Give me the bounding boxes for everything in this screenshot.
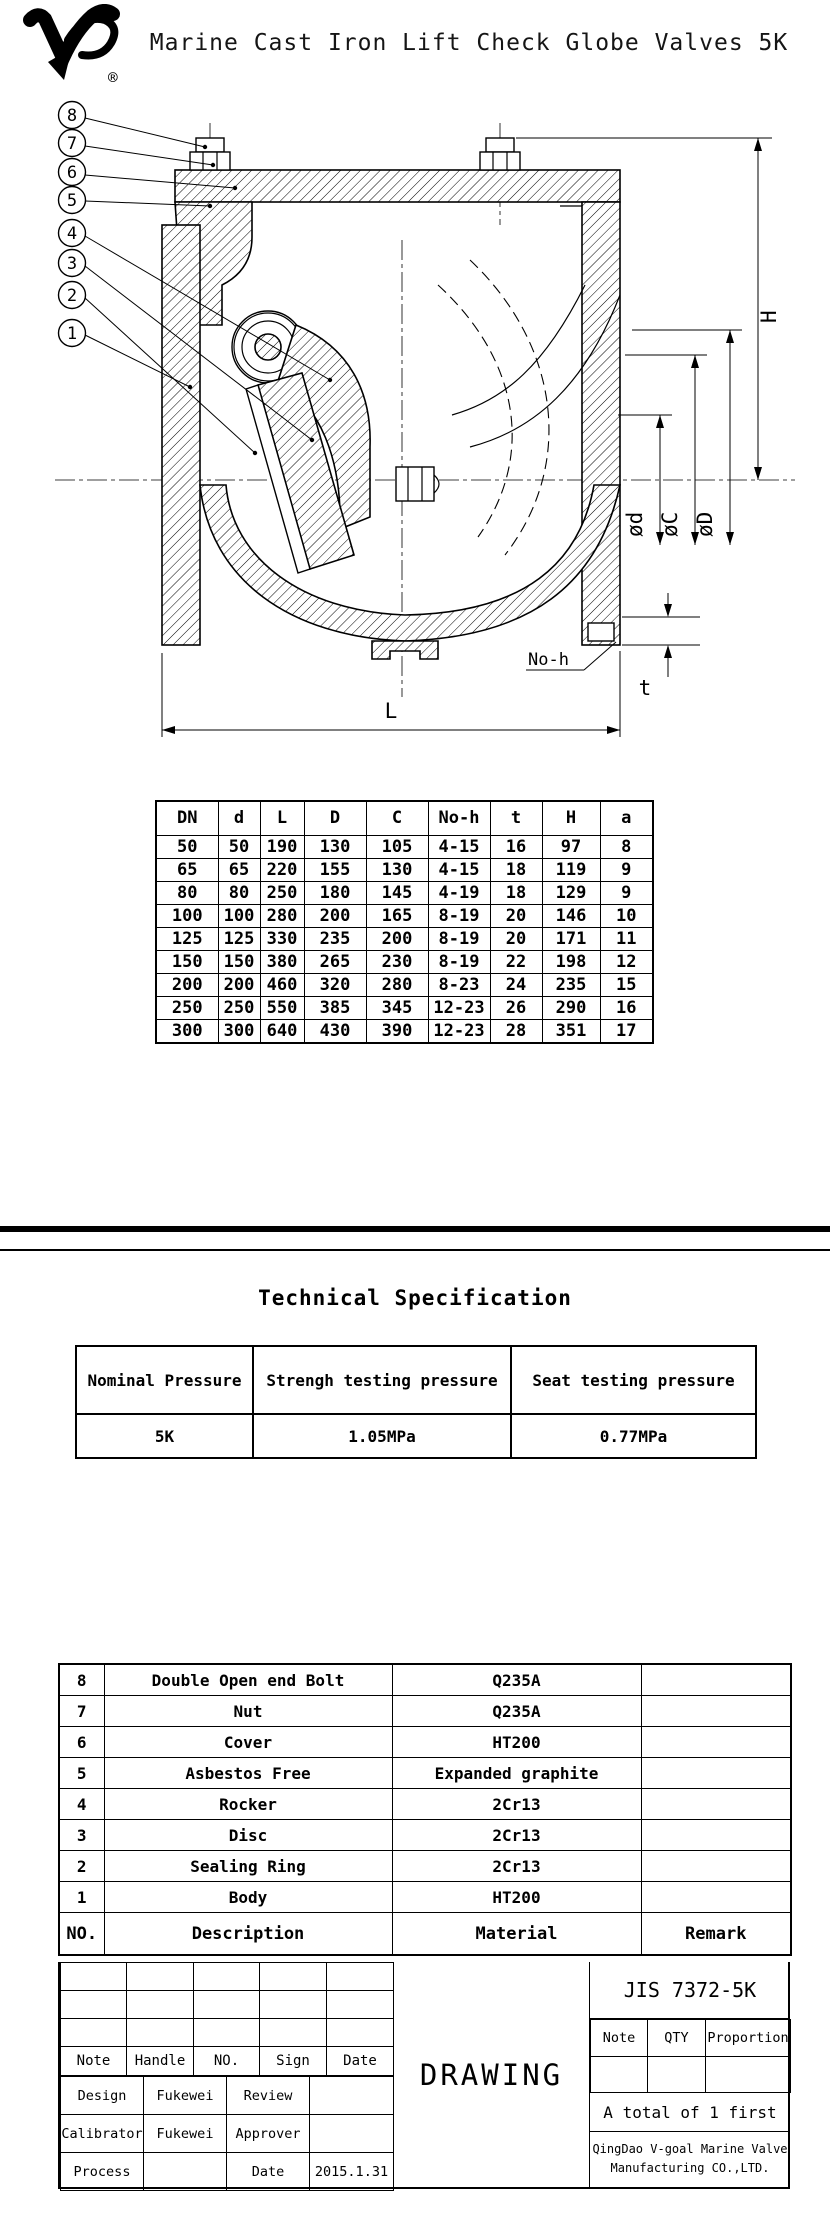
cell: Remark [641,1913,791,1956]
company-line-1: QingDao V-goal Marine Valve [592,2141,788,2156]
cell [144,2153,227,2191]
cell: 180 [304,882,366,905]
cell: 280 [366,974,428,997]
cell [61,1963,127,1991]
svg-text:øC: øC [658,511,682,537]
drawing-type-label: DRAWING [419,2057,564,2092]
cell: 230 [366,951,428,974]
callout-2 [59,282,258,456]
cell: Calibrator [61,2115,144,2153]
cell: 385 [304,997,366,1020]
cell: 28 [490,1020,542,1044]
svg-text:ød: ød [623,511,647,537]
cell [327,1963,394,1991]
svg-text:3: 3 [66,254,78,274]
cell: Seat testing pressure [511,1346,756,1414]
cell [706,2057,791,2093]
cell [641,1664,791,1696]
cell: 15 [600,974,653,997]
cell: 10 [600,905,653,928]
table-row [61,2153,394,2191]
cell: 235 [542,974,600,997]
cell: NO. [59,1913,104,1956]
cell: 200 [304,905,366,928]
cell: 11 [600,928,653,951]
cell: 130 [366,859,428,882]
cell: 100 [156,905,218,928]
cell: 4-19 [428,882,490,905]
cell: C [366,801,428,836]
cell [194,1963,260,1991]
cell [327,2019,394,2047]
standard-number: JIS 7372-5K [590,1962,790,2019]
cell [641,1789,791,1820]
table-row [59,1696,791,1727]
table-row [61,1963,394,1991]
cell: 155 [304,859,366,882]
svg-text:øD: øD [693,511,717,537]
cell: 12-23 [428,997,490,1020]
cell: 16 [600,997,653,1020]
table-row [59,1758,791,1789]
cell: D [304,801,366,836]
cell [327,1991,394,2019]
cell: 1 [59,1882,104,1913]
cell: 430 [304,1020,366,1044]
flange-bolt-hole [588,623,614,641]
cell: 50 [218,836,260,859]
section-divider-thick [0,1226,830,1232]
parts-list-table [58,1663,792,1956]
svg-text:H: H [757,310,781,323]
table-row [61,2077,394,2115]
title-block [58,1962,790,2189]
table-row [59,1664,791,1696]
approval-grid [60,2076,394,2191]
cell [641,1882,791,1913]
cell: 200 [366,928,428,951]
cell: 20 [490,928,542,951]
company-line-2: Manufacturing CO.,LTD. [610,2161,770,2175]
cell: Fukewei [144,2115,227,2153]
left-flange [162,225,200,645]
table-row [156,997,653,1020]
cell: No-h [428,801,490,836]
cell: 390 [366,1020,428,1044]
cell: 50 [156,836,218,859]
cover-plate [175,170,620,202]
cell [310,2077,394,2115]
cell [127,1991,194,2019]
svg-text:4: 4 [66,224,78,244]
cell: Fukewei [144,2077,227,2115]
cell [194,1991,260,2019]
cell: 2Cr13 [392,1820,641,1851]
valve-body [162,138,620,659]
cell: 8-23 [428,974,490,997]
cell: 7 [59,1696,104,1727]
signature-grid [60,1962,394,2076]
svg-text:7: 7 [66,134,78,154]
cell: 80 [218,882,260,905]
cell: 250 [260,882,304,905]
cell: QTY [648,2020,706,2057]
table-row [156,859,653,882]
cell: 198 [542,951,600,974]
section-divider-thin [0,1249,830,1251]
cell: 2Cr13 [392,1789,641,1820]
cell: 150 [218,951,260,974]
table-row [591,2057,791,2093]
table-row [156,882,653,905]
svg-text:1: 1 [66,324,78,344]
cell: 351 [542,1020,600,1044]
cell: 9 [600,859,653,882]
dimension-table [155,800,654,1044]
vgoal-logo-icon [20,4,128,88]
cell: 6 [59,1727,104,1758]
cell: 550 [260,997,304,1020]
cell: 235 [304,928,366,951]
table-row [76,1414,756,1458]
cell: Sign [260,2047,327,2076]
cell: 171 [542,928,600,951]
cell: 4 [59,1789,104,1820]
cell: 3 [59,1820,104,1851]
spec-section-title: Technical Specification [258,1286,572,1310]
table-row [61,1991,394,2019]
cell [641,1696,791,1727]
cell: 345 [366,997,428,1020]
cell: d [218,801,260,836]
cell [641,1727,791,1758]
cell: Date [227,2153,310,2191]
cell: a [600,801,653,836]
cell [194,2019,260,2047]
table-row [156,836,653,859]
table-header-row [76,1346,756,1414]
cell: t [490,801,542,836]
bolt-right [480,138,520,170]
cell: 12-23 [428,1020,490,1044]
cell [127,2019,194,2047]
right-flange [582,202,620,645]
cell: 24 [490,974,542,997]
cell: 129 [542,882,600,905]
table-row [59,1727,791,1758]
cell: 18 [490,882,542,905]
table-row [156,928,653,951]
table-row [156,905,653,928]
cell: Description [104,1913,392,1956]
cell: 22 [490,951,542,974]
cell: Disc [104,1820,392,1851]
cell: HT200 [392,1727,641,1758]
cell: 150 [156,951,218,974]
cell: Note [591,2020,648,2057]
cell [641,1820,791,1851]
cell: 220 [260,859,304,882]
cell: 8-19 [428,928,490,951]
cell: 125 [218,928,260,951]
table-header-row [156,801,653,836]
cell: 65 [156,859,218,882]
cell: 5 [59,1758,104,1789]
cell [648,2057,706,2093]
cell: L [260,801,304,836]
cell: DN [156,801,218,836]
cell: H [542,801,600,836]
cell: 9 [600,882,653,905]
cell: 280 [260,905,304,928]
cell: 26 [490,997,542,1020]
table-header-row [61,2047,394,2076]
cell [127,1963,194,1991]
cell: 16 [490,836,542,859]
cell [260,1991,327,2019]
cell: Rocker [104,1789,392,1820]
cell: Process [61,2153,144,2191]
cell: Date [327,2047,394,2076]
svg-text:6: 6 [66,163,78,183]
dim-t [622,593,700,700]
cell: 8 [59,1664,104,1696]
table-row [61,2115,394,2153]
table-row [59,1851,791,1882]
cell: Asbestos Free [104,1758,392,1789]
title-block-signatures [60,1962,393,2187]
qty-grid [590,2019,791,2093]
cell: Cover [104,1727,392,1758]
cell: 146 [542,905,600,928]
table-row [59,1820,791,1851]
cell: 8-19 [428,951,490,974]
cell: Body [104,1882,392,1913]
bolt-left [190,138,230,170]
cell: Material [392,1913,641,1956]
table-row [156,1020,653,1044]
cell: Design [61,2077,144,2115]
cell: Handle [127,2047,194,2076]
cell: Double Open end Bolt [104,1664,392,1696]
cell: 8 [600,836,653,859]
title-block-info [590,1962,790,2187]
svg-text:2: 2 [66,286,78,306]
cell: 165 [366,905,428,928]
table-row [59,1789,791,1820]
cell: Nut [104,1696,392,1727]
cell: Sealing Ring [104,1851,392,1882]
cell: Strengh testing pressure [253,1346,511,1414]
cell: 97 [542,836,600,859]
cell: NO. [194,2047,260,2076]
disc-nut [396,467,439,501]
svg-text:5: 5 [66,191,78,211]
cell: Note [61,2047,127,2076]
cell [310,2115,394,2153]
spec-table [75,1345,757,1459]
cell [591,2057,648,2093]
cell [260,2019,327,2047]
cell: 2 [59,1851,104,1882]
valve-section-drawing [0,85,830,745]
drawing-type-box [393,1962,590,2187]
registered-mark: ® [108,68,118,87]
cell: 100 [218,905,260,928]
cell: 300 [156,1020,218,1044]
cell [61,1991,127,2019]
cell: 200 [218,974,260,997]
cell: 119 [542,859,600,882]
cell: Q235A [392,1664,641,1696]
cell: 380 [260,951,304,974]
cell: HT200 [392,1882,641,1913]
company-name [590,2132,790,2186]
cell [260,1963,327,1991]
cell: 290 [542,997,600,1020]
cell: 80 [156,882,218,905]
cell: 4-15 [428,859,490,882]
callout-7 [59,130,216,168]
cell: 300 [218,1020,260,1044]
cell: 640 [260,1020,304,1044]
dim-bores [618,330,742,545]
table-row [61,2019,394,2047]
cell: 8-19 [428,905,490,928]
cell: 2015.1.31 [310,2153,394,2191]
cell: Proportion [706,2020,791,2057]
svg-text:L: L [384,699,398,723]
table-row [59,1882,791,1913]
cell: 20 [490,905,542,928]
cell: 105 [366,836,428,859]
table-row [156,951,653,974]
cell: 5K [76,1414,253,1458]
cell: 17 [600,1020,653,1044]
cell: 250 [218,997,260,1020]
cell: Expanded graphite [392,1758,641,1789]
cell: 320 [304,974,366,997]
cell: 330 [260,928,304,951]
cell: 130 [304,836,366,859]
no-h-label [526,642,616,670]
cell: 2Cr13 [392,1851,641,1882]
cell: 65 [218,859,260,882]
cell: 250 [156,997,218,1020]
cell: 18 [490,859,542,882]
cell [61,2019,127,2047]
cell: Q235A [392,1696,641,1727]
dimensions [162,138,781,737]
svg-text:No-h: No-h [528,650,569,670]
bottom-foot [372,641,438,659]
page-title: Marine Cast Iron Lift Check Globe Valves 5K [149,30,789,56]
cell [641,1851,791,1882]
body-bowl [200,485,620,641]
cell: 0.77MPa [511,1414,756,1458]
cell: 265 [304,951,366,974]
svg-text:t: t [638,676,652,700]
cell: 460 [260,974,304,997]
svg-text:8: 8 [66,106,78,126]
cell: 4-15 [428,836,490,859]
cell: 1.05MPa [253,1414,511,1458]
table-row [156,974,653,997]
cell: 200 [156,974,218,997]
cell: Review [227,2077,310,2115]
table-header-row [591,2020,791,2057]
cell: 12 [600,951,653,974]
cell: Approver [227,2115,310,2153]
cell [641,1758,791,1789]
sheet-total-label: A total of 1 first [590,2093,790,2132]
cell: Nominal Pressure [76,1346,253,1414]
cell: 125 [156,928,218,951]
cell: 145 [366,882,428,905]
cell: 190 [260,836,304,859]
table-header-row [59,1913,791,1956]
